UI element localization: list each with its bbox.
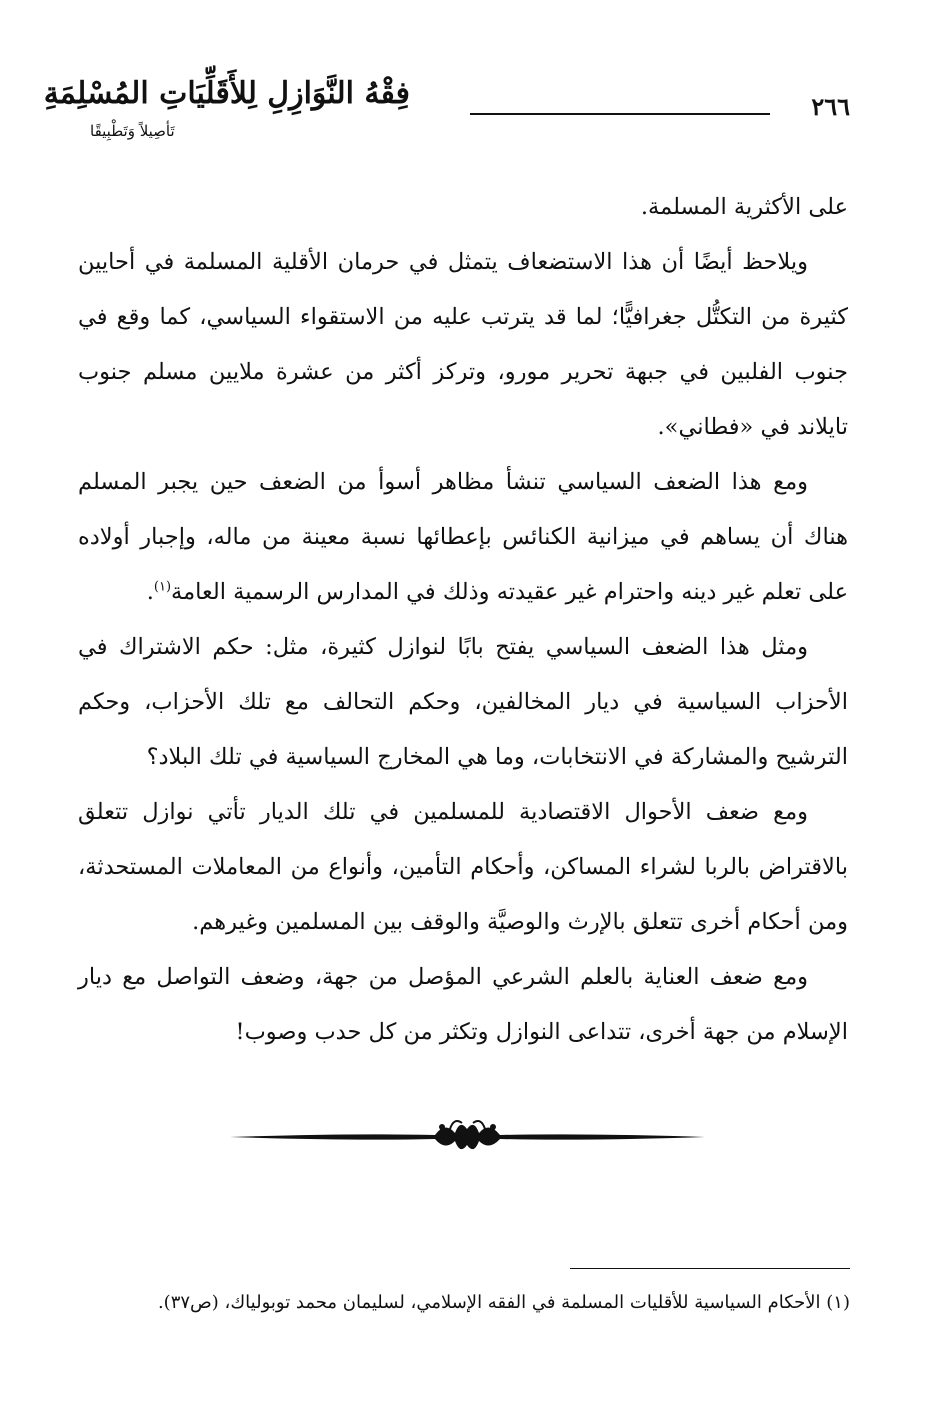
footnote-separator xyxy=(570,1268,850,1269)
page-number: ٢٦٦ xyxy=(811,92,850,121)
book-subtitle: تَأصِيلاً وَتَطْبِيقًا xyxy=(90,122,175,140)
paragraph-4: ومثل هذا الضعف السياسي يفتح بابًا لنوازل كثيرة، مثل: حكم الاشتراك في الأحزاب السياسية في ديار المخالفين، وحكم التحالف مع تلك الأحزاب، وحكم الترشيح والمشاركة في الانتخابات، وما هي المخارج السياسية في تلك البلاد؟ xyxy=(78,634,848,770)
paragraph-2: ويلاحظ أيضًا أن هذا الاستضعاف يتمثل في حرمان الأقلية المسلمة في أحايين كثيرة من التكتُّل جغرافيًّا؛ لما قد يترتب عليه من الاستقواء السياسي، كما وقع في جنوب الفلبين في جبهة تحرير مورو، وتركز أكثر من عشرة ملايين مسلم جنوب تايلاند في «فطاني». xyxy=(78,249,848,440)
paragraph-5: ومع ضعف الأحوال الاقتصادية للمسلمين في تلك الديار تأتي نوازل تتعلق بالاقتراض بالربا لشراء المساكن، وأحكام التأمين، وأنواع من المعاملات المستحدثة، ومن أحكام أخرى تتعلق بالإرث والوصيَّة والوقف بين المسلمين وغيرهم. xyxy=(78,799,848,935)
page-header xyxy=(43,70,850,150)
paragraph-3 xyxy=(78,455,848,620)
paragraph-3-text: ومع هذا الضعف السياسي تنشأ مظاهر أسوأ من الضعف حين يجبر المسلم هناك أن يساهم في ميزانية الكنائس بإعطائها نسبة معينة من ماله، وإجبار أولاده على تعلم غير دينه واحترام غير عقيدته وذلك في المدارس الرسمية العامة xyxy=(78,469,848,605)
body-text xyxy=(78,180,848,1060)
paragraph-1: على الأكثرية المسلمة. xyxy=(640,194,848,220)
paragraph-3-end: . xyxy=(146,579,154,605)
section-ornament-icon xyxy=(230,1115,705,1159)
footnote-reference[interactable]: (١) xyxy=(153,579,172,595)
running-title xyxy=(43,76,410,146)
header-rule xyxy=(470,113,770,115)
footnote-1: (١) الأحكام السياسية للأقليات المسلمة في الفقه الإسلامي، لسليمان محمد توبولياك، (ص٣٧). xyxy=(157,1292,850,1313)
paragraph-6: ومع ضعف العناية بالعلم الشرعي المؤصل من جهة، وضعف التواصل مع ديار الإسلام من جهة أخرى، تتداعى النوازل وتكثر من كل حدب وصوب! xyxy=(78,964,848,1045)
book-title: فِقْهُ النَّوَازِلِ لِلأَقَلِّيَاتِ المُسْلِمَةِ xyxy=(43,76,410,111)
